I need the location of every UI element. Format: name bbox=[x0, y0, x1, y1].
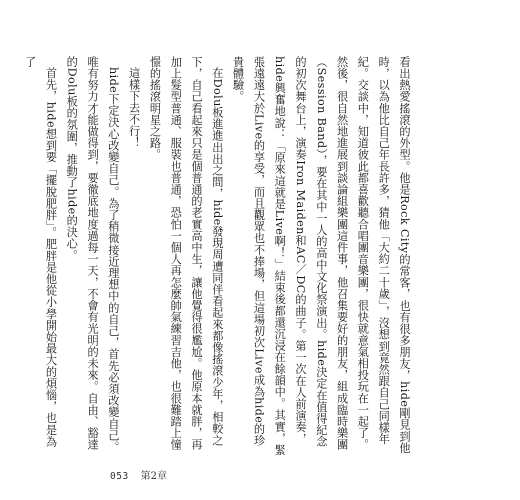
paragraph: 這樣下去不行！ bbox=[127, 67, 141, 149]
paragraph: hide下定決心改變自己。為了稍微接近理想中的自己，首先必須改變自己。唯有努力才能做得到，要徹底地度過每一天，不會有光明的未來。自由、豁達的Dolu板的氛圍，推動了hide的決心。 bbox=[65, 56, 120, 453]
paragraph: 在Dolu板進進出出之間，hide發現周遭同伴看起來都像搖滾少年，相較之下，自己看起來只是個普通的老實高中生，讓他覺得很尷尬。他原本就胖，再加上髮型普通、服裝也普通，恐怕一個人再怎麼帥氣練習吉他，也很難踏上憧憬的搖滾明星之路。 bbox=[148, 56, 224, 451]
paragraph: 首先，hide想到要「擺脫肥胖」。肥胖是他從小學開始最大的煩惱，也是為了 bbox=[23, 56, 58, 448]
chapter-label: 第2章 bbox=[140, 471, 168, 482]
page-number: 053 bbox=[110, 471, 129, 482]
page-footer bbox=[110, 467, 167, 482]
paragraph: 看出熱愛搖滾的外型。他是Rock City的常客，也有很多朋友，hide剛見到他時，以為他比自己年長許多，猜他「大約二十歲」，沒想到竟然跟自己同樣年紀。交談中，知道彼此都喜歡聽合唱團音樂團，很快就意氣相投玩在一起了。然後，很自然地進展到談論組樂團這件事，他召集要好的朋友，組成臨時樂團（Session Band），要在其中一人的高中文化祭演出。hide決定在值得紀念的初次舞台上，演奏Iron Maiden和AC／DC的曲子。第一次在人前演奏，hide興奮地說：「原來這就是Live啊！」結束後都還沉浸在餘韻中。其實，緊張遠遠大於Live的享受，而且觀眾也不捧場，但這場初次Live成為hide的珍貴體驗。 bbox=[231, 56, 411, 456]
body-text bbox=[23, 56, 414, 458]
